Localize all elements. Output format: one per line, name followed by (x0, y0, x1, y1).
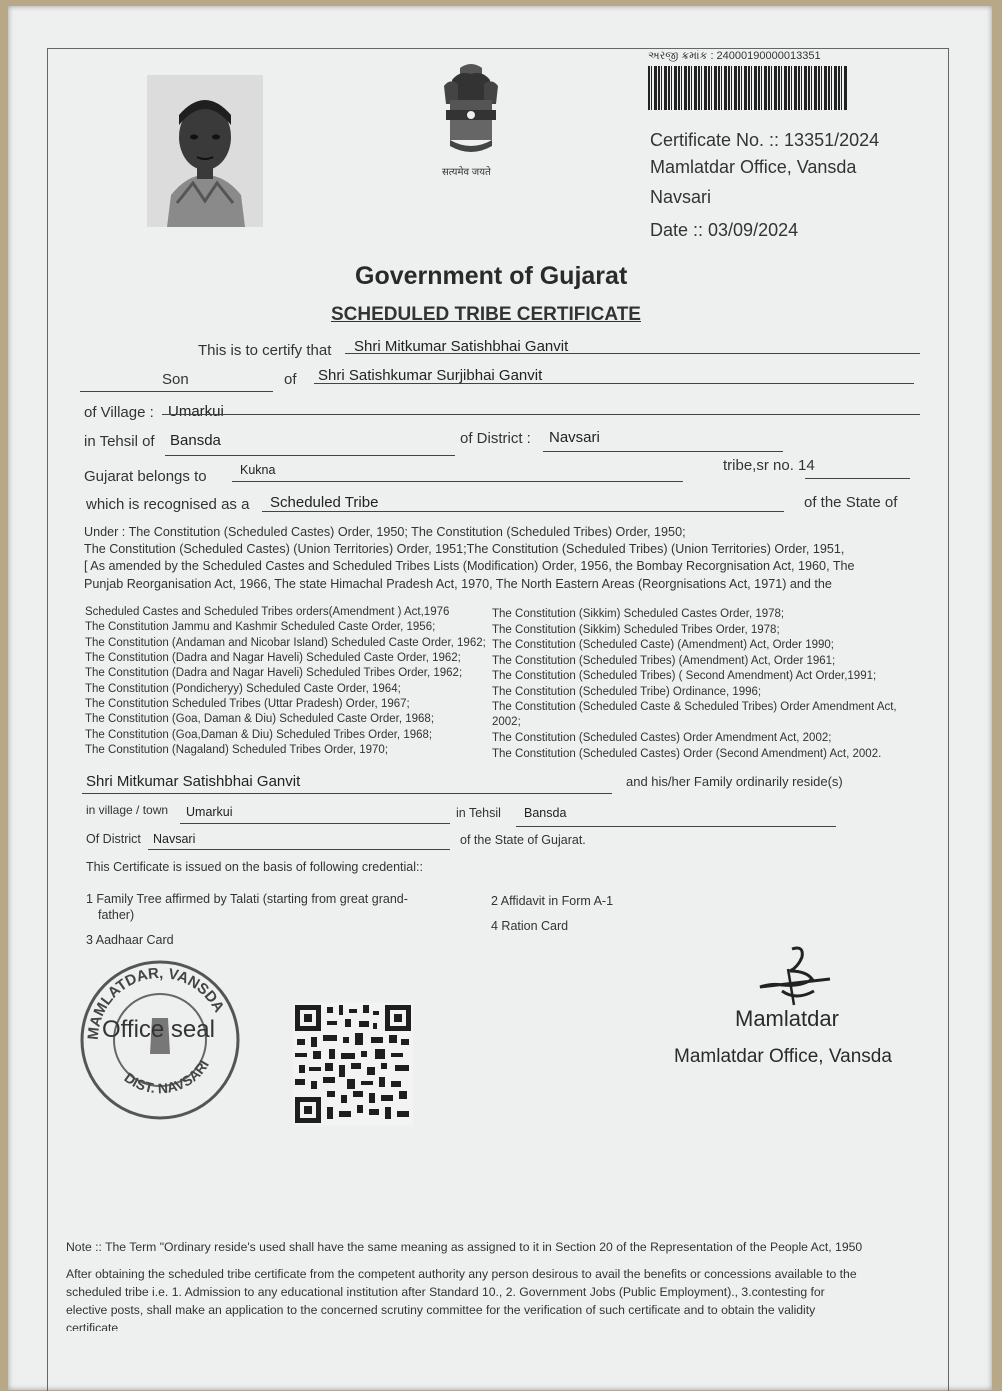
national-emblem-icon (430, 60, 512, 176)
order-left-6: The Constitution (Pondicheryy) Scheduled Caste Order, 1964; (85, 683, 401, 695)
residence-village-line (180, 823, 450, 824)
order-right-5: The Constitution (Scheduled Tribes) ( Second Amendment) Act Order,1991; (492, 670, 877, 682)
residence-district-value: Navsari (153, 832, 196, 846)
under-line-1: Under : The Constitution (Scheduled Castes) Order, 1950; The Constitution (Scheduled Tribes) Order, 1950; (84, 525, 686, 539)
father-name: Shri Satishkumar Surjibhai Ganvit (318, 367, 543, 384)
district-value: Navsari (549, 429, 600, 446)
certificate-subtitle: SCHEDULED TRIBE CERTIFICATE (331, 304, 641, 325)
village-label: of Village : (84, 404, 154, 421)
recognised-value: Scheduled Tribe (270, 494, 379, 511)
certificate-number: Certificate No. :: 13351/2024 (650, 130, 880, 150)
tehsil-line (165, 455, 455, 456)
under-line-2: The Constitution (Scheduled Castes) (Union Territories) Order, 1951;The Constitution (Scheduled Tribes) (Union Territories) Order, 1951, (84, 542, 845, 556)
note-text: Note :: The Term "Ordinary reside's used shall have the same meaning as assigned to it in Section 20 of the Representation of the People Act, 1950 (66, 1240, 863, 1254)
under-line-3: [ As amended by the Scheduled Castes and Scheduled Tribes Lists (Modification) Order, 1956, the Bombay Recorgnisation Act, 1960, The (84, 559, 855, 573)
order-left-1: Scheduled Castes and Scheduled Tribes orders(Amendment ) Act,1976 (85, 606, 450, 618)
person-name-line (345, 353, 920, 354)
order-right-4: The Constitution (Scheduled Tribes) (Amendment) Act, Order 1961; (492, 655, 836, 667)
signatory-title: Mamlatdar (735, 1006, 839, 1031)
issuing-district: Navsari (650, 187, 712, 207)
tribe-serial-line (805, 478, 910, 479)
tehsil-label: in Tehsil of (84, 433, 155, 450)
application-number: અરજી ક્રમાંક : 24000190000013351 (648, 50, 821, 62)
recognised-line (262, 511, 784, 512)
residence-state: of the State of Gujarat. (460, 833, 586, 847)
residence-district-line (148, 849, 450, 850)
credential-1-line-1: 1 Family Tree affirmed by Talati (starting from great grand- (86, 892, 408, 906)
order-right-10: The Constitution (Scheduled Castes) Order (Second Amendment) Act, 2002. (492, 748, 882, 760)
recognised-label: which is recognised as a (86, 496, 250, 513)
credential-2: 2 Affidavit in Form A-1 (491, 894, 614, 908)
order-right-8: 2002; (492, 716, 521, 728)
seal-overlay-text: Office seal (102, 1016, 215, 1043)
tribe-value: Kukna (240, 463, 276, 477)
order-left-3: The Constitution (Andaman and Nicobar Island) Scheduled Caste Order, 1962; (85, 637, 486, 649)
order-right-1: The Constitution (Sikkim) Scheduled Castes Order, 1978; (492, 608, 785, 620)
signatory-office: Mamlatdar Office, Vansda (674, 1046, 892, 1067)
credential-4: 4 Ration Card (491, 919, 569, 933)
barcode (648, 66, 848, 110)
seal-bottom-text: DIST. NAVSARI (121, 1057, 212, 1097)
tehsil-value: Bansda (170, 432, 221, 449)
after-line-3: elective posts, shall make an application to the concerned scrutiny committee for the verification of such certificate and to obtain the validity (66, 1303, 816, 1317)
district-line (543, 451, 783, 452)
order-right-3: The Constitution (Scheduled Caste) (Amendment) Act, Order 1990; (492, 639, 834, 651)
father-name-line (314, 383, 914, 384)
page-title: Government of Gujarat (355, 262, 628, 290)
signature-mark (752, 945, 836, 1011)
residence-tehsil-label: in Tehsil (456, 806, 501, 820)
order-left-5: The Constitution (Dadra and Nagar Haveli) Scheduled Tribes Order, 1962; (85, 667, 463, 679)
village-line (162, 414, 920, 415)
residence-village-label: in village / town (86, 803, 169, 817)
relation: Son (162, 371, 189, 388)
order-right-7: The Constitution (Scheduled Caste & Scheduled Tribes) Order Amendment Act, (492, 701, 897, 713)
after-line-2: scheduled tribe i.e. 1. Admission to any educational institution after Standard 10., 2. Government Jobs (Public Employment)., 3.contesting for (66, 1285, 825, 1299)
tribe-line (232, 481, 683, 482)
qr-code (293, 1003, 413, 1125)
order-left-4: The Constitution (Dadra and Nagar Haveli) Scheduled Caste Order, 1962; (85, 652, 461, 664)
credentials-intro: This Certificate is issued on the basis of following credential:: (86, 860, 423, 874)
person-name: Shri Mitkumar Satishbhai Ganvit (354, 338, 569, 355)
order-right-6: The Constitution (Scheduled Tribe) Ordinance, 1996; (492, 686, 762, 698)
order-left-10: The Constitution (Nagaland) Scheduled Tribes Order, 1970; (85, 744, 389, 756)
residence-tehsil-line (516, 826, 836, 827)
order-left-8: The Constitution (Goa, Daman & Diu) Scheduled Caste Order, 1968; (85, 713, 435, 725)
residence-tehsil-value: Bansda (524, 806, 567, 820)
under-line-4: Punjab Reorganisation Act, 1966, The state Himachal Pradesh Act, 1970, The North Eastern Areas (Reorgnisations Act, 1971) and the (84, 577, 832, 591)
of-label: of (284, 371, 297, 388)
seal-top-text: MAMLATDAR, VANSDA (84, 964, 228, 1041)
certify-label: This is to certify that (198, 342, 332, 359)
applicant-photo (147, 75, 263, 227)
belongs-label: Gujarat belongs to (84, 468, 207, 485)
after-line-4: certificate (66, 1321, 119, 1331)
order-right-2: The Constitution (Sikkim) Scheduled Tribes Order, 1978; (492, 624, 780, 636)
order-left-9: The Constitution (Goa,Daman & Diu) Scheduled Tribes Order, 1968; (85, 729, 433, 741)
family-reside-label: and his/her Family ordinarily reside(s) (626, 774, 843, 789)
district-label: of District : (460, 430, 531, 447)
order-left-7: The Constitution Scheduled Tribes (Uttar Pradesh) Order, 1967; (85, 698, 410, 710)
issue-date: Date :: 03/09/2024 (650, 220, 799, 240)
order-left-2: The Constitution Jammu and Kashmir Scheduled Caste Order, 1956; (85, 621, 436, 633)
order-right-9: The Constitution (Scheduled Castes) Order Amendment Act, 2002; (492, 732, 832, 744)
credential-3: 3 Aadhaar Card (86, 933, 174, 947)
village-value: Umarkui (168, 403, 224, 420)
residence-name: Shri Mitkumar Satishbhai Ganvit (86, 773, 301, 790)
tribe-serial: tribe,sr no. 14 (723, 457, 815, 474)
credential-1-line-2: father) (98, 908, 135, 922)
residence-name-line (82, 793, 612, 794)
residence-district-label: Of District (86, 832, 141, 846)
office-seal (78, 958, 242, 1122)
emblem-motto: सत्यमेव जयते (442, 167, 491, 178)
issuing-office: Mamlatdar Office, Vansda (650, 157, 857, 177)
after-line-1: After obtaining the scheduled tribe certificate from the competent authority any person desirous to avail the benefits or concessions available to the (66, 1267, 857, 1281)
state-of-label: of the State of (804, 494, 898, 511)
residence-village-value: Umarkui (186, 805, 233, 819)
relation-line (80, 391, 273, 392)
